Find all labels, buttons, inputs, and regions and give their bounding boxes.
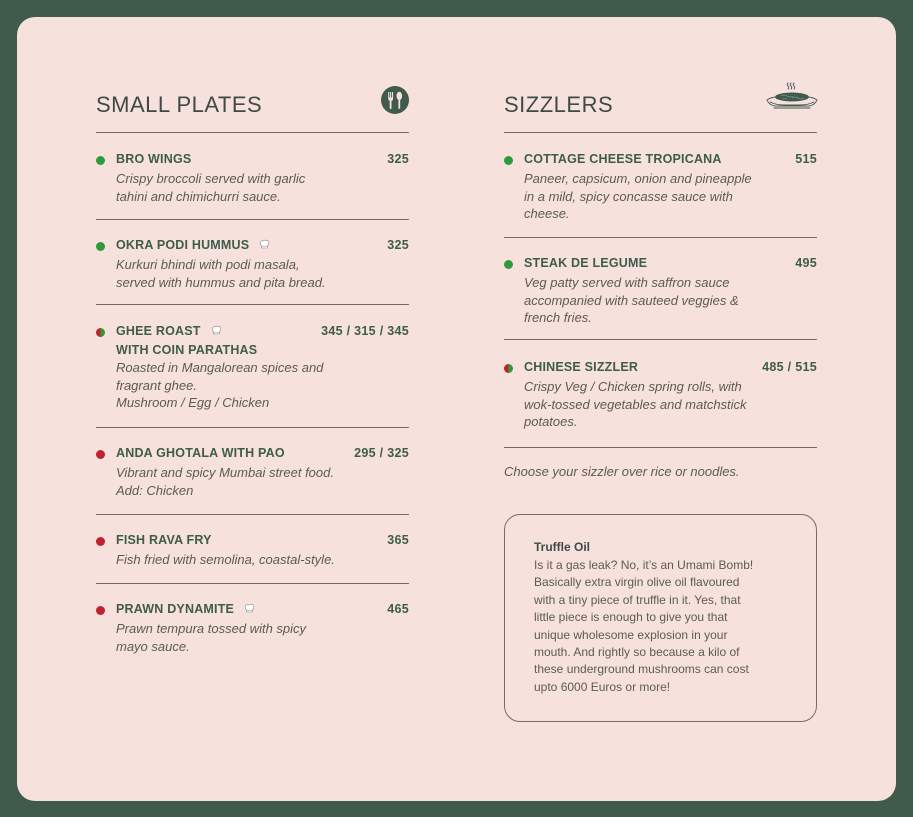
item-description: Roasted in Mangalorean spices and fragrant ghee. Mushroom / Egg / Chicken [116,360,324,410]
item-price: 325 [387,238,409,252]
nonveg-indicator-icon [96,606,105,615]
menu-item-ghee-roast [96,324,409,412]
item-name: PRAWN DYNAMITE [116,602,235,616]
info-body: Is it a gas leak? No, it’s an Umami Bomb! Basically extra virgin olive oil flavoured with a tiny piece of truffle in it. Yes, that little piece is enough to give you that unique wholesome explosion in your mouth. And rightly so because a kilo of these underground mushrooms can cost upto 6000 Euros or more! [534,558,754,694]
item-name: OKRA PODI HUMMUS [116,238,250,252]
item-name: BRO WINGS [116,152,192,166]
item-name: ANDA GHOTALA WITH PAO [116,446,285,460]
item-name-line2: WITH COIN PARATHAS [116,343,258,357]
section-divider [96,132,409,133]
menu-item-cottage-cheese-tropicana [504,152,817,223]
menu-item-fish-rava-fry [96,533,409,569]
chef-hat-icon [211,325,222,335]
item-description: Fish fried with semolina, coastal-style. [116,552,335,567]
sizzler-plate-icon [765,81,819,115]
item-name: FISH RAVA FRY [116,533,212,547]
item-divider [504,237,817,238]
sizzler-note: Choose your sizzler over rice or noodles. [504,464,740,479]
item-price: 365 [387,533,409,547]
item-name: COTTAGE CHEESE TROPICANA [524,152,722,166]
veg-nonveg-indicator-icon [96,328,105,337]
item-description: Crispy Veg / Chicken spring rolls, with wok-tossed vegetables and matchstick potatoes. [524,379,747,429]
info-title: Truffle Oil [534,540,591,554]
item-description: Vibrant and spicy Mumbai street food. Add: Chicken [116,465,334,498]
veg-nonveg-indicator-icon [504,364,513,373]
section-divider [504,132,817,133]
item-name: GHEE ROAST [116,324,201,338]
item-description: Paneer, capsicum, onion and pineapple in a mild, spicy concasse sauce with cheese. [524,171,752,221]
sizzlers-header [504,81,817,132]
item-price: 345 / 315 / 345 [321,324,409,338]
item-price: 485 / 515 [762,360,817,374]
item-divider [504,339,817,340]
item-price: 325 [387,152,409,166]
truffle-oil-info-box [504,514,817,722]
nonveg-indicator-icon [96,450,105,459]
item-divider [504,447,817,448]
section-title: SMALL PLATES [96,92,263,117]
veg-indicator-icon [96,242,105,251]
item-price: 295 / 325 [354,446,409,460]
item-divider [96,427,409,428]
veg-indicator-icon [504,156,513,165]
chef-hat-icon [244,603,255,613]
item-divider [96,304,409,305]
item-divider [96,219,409,220]
menu-item-bro-wings [96,152,409,205]
veg-indicator-icon [504,260,513,269]
menu-item-prawn-dynamite [96,602,409,655]
item-description: Prawn tempura tossed with spicy mayo sauce. [116,621,307,654]
fork-spoon-icon [381,86,409,114]
item-price: 495 [795,256,817,270]
item-divider [96,514,409,515]
menu-item-chinese-sizzler [504,360,817,431]
veg-indicator-icon [96,156,105,165]
item-name: CHINESE SIZZLER [524,360,639,374]
item-description: Veg patty served with saffron sauce accompanied with sauteed veggies & french fries. [524,275,739,325]
item-description: Crispy broccoli served with garlic tahini and chimichurri sauce. [116,171,306,204]
menu-card [17,17,896,801]
menu-item-steak-de-legume [504,256,817,327]
item-divider [96,583,409,584]
item-description: Kurkuri bhindi with podi masala, served with hummus and pita bread. [116,257,326,290]
item-price: 465 [387,602,409,616]
menu-item-okra-podi-hummus [96,238,409,291]
item-name: STEAK DE LEGUME [524,256,648,270]
nonveg-indicator-icon [96,537,105,546]
section-title: SIZZLERS [504,92,614,117]
small-plates-header [96,81,409,132]
menu-item-anda-ghotala [96,446,409,499]
item-price: 515 [795,152,817,166]
chef-hat-icon [259,239,270,249]
